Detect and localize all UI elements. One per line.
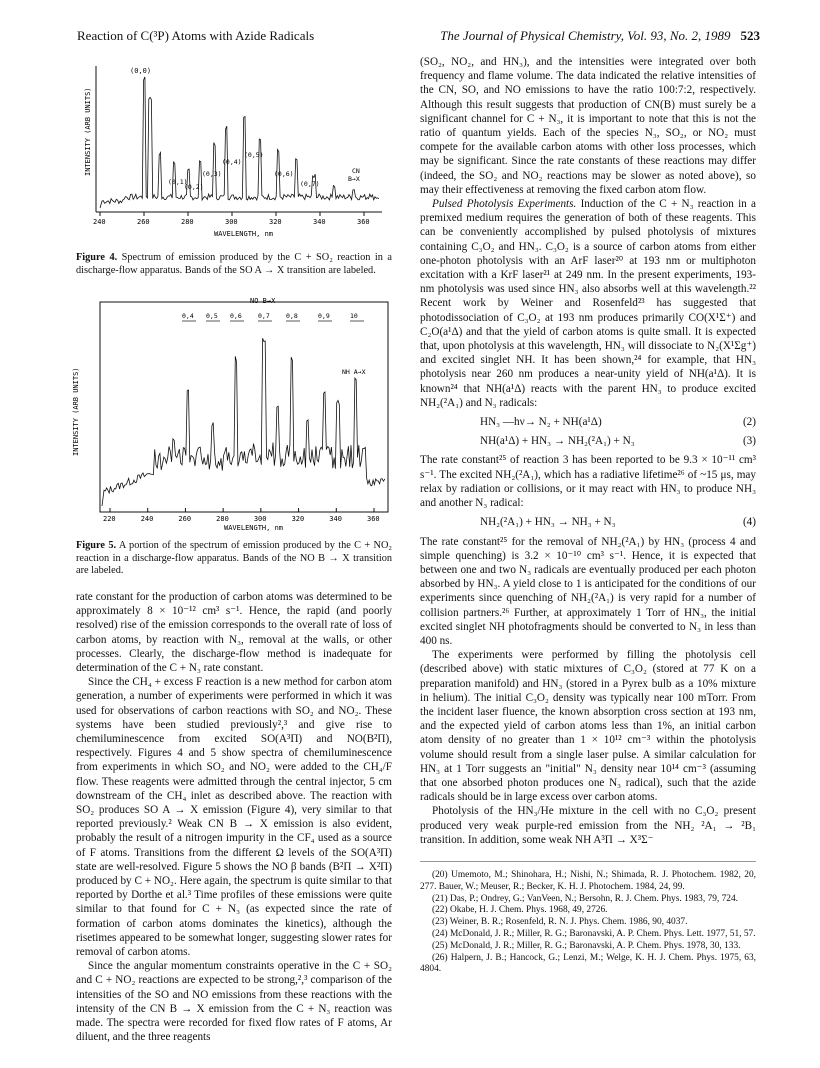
fig5-xtick-label: 340 [329,515,342,523]
right-column-text [420,55,756,976]
fig4-xticks [93,212,370,226]
paragraph: Photolysis of the HN₃/He mixture in the cell with no C₃O₂ present produced very weak purple-red emission from the NH₂ ²A₁ → ²B₁ transition. In addition, some weak NH A³Π → X³Σ⁻ [420,805,756,846]
fig5-band-label: 0,5 [206,312,218,320]
figure-4-spectrum [64,56,394,246]
journal-name: The Journal of Physical Chemistry, Vol. 93, No. 2, 1989 [440,28,731,43]
page-number: 523 [740,28,760,43]
paragraph: The experiments were performed by filling the photolysis cell (described above) with static mixtures of C₃O₂ (stored at 77 K on a preparation manifold) and HN₃ (stored in a Pyrex bulb as a 10% mixture in helium). The initial C₃O₂ density was typically near 100 mTorr. From the incident laser fluence, the known absorption cross section at 193 nm, and the expected yield of carbon atoms less than 1%, an initial carbon atom density of no greater than 1 × 10¹² cm⁻³ within the photolysis volume should result from a single laser pulse. A similar calculation for HN₃ at 1 Torr suggests an "initial" N₃ density near 10¹⁴ cm⁻³ (assuming that one absorbed photon produces one N₃ radical), such that the azide radicals should be in large excess over carbon atoms. [420,649,756,804]
caption-text: A portion of the spectrum of emission produced by the C + NO₂ reaction in a discharge-flow apparatus. Bands of the NO B → X transition are labeled. [76,540,393,577]
fig4-xlabel: WAVELENGTH, nm [214,230,274,238]
fig5-xtick-label: 260 [178,515,192,523]
fig5-xlabel: WAVELENGTH, nm [224,524,284,532]
fig5-band-markers [182,312,364,321]
fig5-xtick-label: 360 [367,515,380,523]
paragraph-body: Induction of the C + N₃ reaction in a premixed medium requires the generation of both of these reagents. This can be conveniently accomplished by pulsed photolysis of mixtures containing C₃O₂ and HN₃. C₃O₂ is a source of carbon atoms from either one-photon photolysis with an ArF laser²⁰ at 193 nm or multiphoton excitation with a KrF laser²¹ at 249 nm. In the present experiments, 193-nm photolysis was used since HN₃ also absorbs well at this wavelength.²² Recent work by Weiner and Rosenfeld²³ has suggested that photodissociation of C₃O₂ at 193 nm produces primarily CO(X¹Σ⁺) and C₂O(a¹Δ) and that the yield of carbon atoms is quite small. It is expected that, upon photolysis at this wavelength, HN₃ will dissociate to N₂(X¹Σg⁺) and excited singlet NH. It has been shown,²⁴ for example, that HN₃ photolysis near 260 nm produces a near-unity yield of NH(a¹Δ). It is known²⁴ that NH(a¹Δ) reacts with the parent HN₃ to produce excited NH₂(²A₁) and N₃ radicals: [420,198,756,409]
fig5-nh-label: NH A→X [342,368,366,376]
fig5-trace [102,338,385,506]
paragraph: (SO₂, NO₂, and HN₃), and the intensities were integrated over both frequency and flame volume. The data indicated the relative intensities of the CN, SO, and NO emissions to have the ratio 100:7:2, respectively. Although this result suggests that production of CN(B) must surely be a significant channel for C + N₃, it is important to note that this is not the ratio of quantum yields. Each of the species N₃, SO₂, or NO₂ must compete for the available carbon atoms with other loss processes, which may be significant. Since the rate constants of these reactions may differ (indeed, the SO₂ and NO₂ reactions may be slower as noted above), so may their effectiveness at removing the fixed carbon atom flow. [420,56,756,196]
fig5-band-label: 0,8 [286,312,298,320]
equation-4 [420,515,756,529]
equation: NH(a¹Δ) + HN₃ → NH₂(²A₁) + N₃ [480,435,635,448]
fig5-xticks [103,508,380,523]
reference: (23) Weiner, B. R.; Rosenfeld, R. N. J. Phys. Chem. 1986, 90, 4037. [432,917,688,928]
equation: NH₂(²A₁) + HN₃ → NH₃ + N₃ [480,516,616,529]
fig4-cn-transition: B→X [348,175,360,183]
fig5-band-label: 0,9 [318,312,330,320]
paragraph: The rate constant²⁵ for the removal of NH₂(²A₁) by HN₃ (process 4 and simple quenching) is 3.2 × 10⁻¹⁰ cm³ s⁻¹. Hence, it is expected that between one and two N₃ radicals are eventually produced per each photon absorbed by HN₃. A yield close to 1 is anticipated for the conditions of our experiments since quenching of NH₂(²A₁) is very rapid for a number of collision partners.²⁶ Further, at approximately 1 Torr of HN₃, the initial excited singlet NH photofragments should be converted to N₃ in less than 400 ns. [420,535,756,647]
reference: (20) Umemoto, M.; Shinohara, H.; Nishi, N.; Shimada, R. J. Photochem. 1982, 20, 277. Bauer, W.; Meuser, R.; Becker, K. H. J. Photochem. 1984, 24, 99. [420,869,756,892]
equation-number: (2) [742,416,756,429]
reference: (25) McDonald, J. R.; Miller, R. G.; Baronavski, A. P. Chem. Phys. 1978, 30, 133. [432,940,741,951]
section-heading: Pulsed Photolysis Experiments. [432,198,577,211]
fig4-band-label: (0,3) [202,170,222,178]
equation-number: (4) [742,516,756,529]
journal-header [440,28,760,44]
caption-text: Spectrum of emission produced by the C + SO₂ reaction in a discharge-flow apparatus. Bands of the SO A → X transition are labeled. [76,252,392,276]
figure-5-spectrum [64,296,394,536]
reference: (24) McDonald, J. R.; Miller, R. G.; Baronavski, A. P. Chem. Phys. Lett. 1977, 51, 57. [432,928,756,939]
paragraph: Since the angular momentum constraints operative in the C + SO₂ and C + NO₂ reactions are expected to be strong,²,³ comparison of the intensities of the SO and NO emissions from these reactions with the intensity of the CN B → X emission from the C + N₃ reaction was made. The spectra were recorded for fixed flow rates of F atoms, Ar diluent, and the three reagents [76,960,392,1044]
references [420,861,756,976]
left-column-text [76,590,392,1045]
figure-5-caption [76,540,392,578]
reference: (21) Das, P.; Ondrey, G.; VanVeen, N.; Bersohn, R. J. Chem. Phys. 1983, 79, 724. [432,893,738,904]
reference: (22) Okabe, H. J. Chem. Phys. 1968, 49, 2726. [432,905,608,916]
paragraph: The rate constant²⁵ of reaction 3 has been reported to be 9.3 × 10⁻¹¹ cm³ s⁻¹. The excited NH₂(²A₁), which has a radiative lifetime²⁶ of ~15 μs, may relax by radiation or collisions, or it may react with HN₃ to produce NH₃ and another N₃ radical: [420,454,756,510]
fig4-band-label: (0,0) [130,67,152,75]
fig4-xtick-label: 300 [225,218,238,226]
running-header: Reaction of C(³P) Atoms with Azide Radicals [77,28,315,43]
fig5-band-label: 0,7 [258,312,270,320]
fig4-band-label: (0,7) [300,180,320,188]
fig4-band-label: (0,5) [244,151,264,159]
fig4-band-label: (0,1) [168,178,188,186]
fig5-ylabel: INTENSITY (ARB UNITS) [72,367,80,456]
fig5-band-label: 0,6 [230,312,242,320]
fig4-ylabel: INTENSITY (ARB UNITS) [84,87,92,176]
paragraph: Since the CH₄ + excess F reaction is a new method for carbon atom generation, a number of experiments were performed in which it was used for observations of carbon reactions with SO₂ and NO₂. These systems have been studied previously²,³ and give rise to chemiluminescence from excited SO(A³Π) and NO(B²Π), respectively. Figures 4 and 5 show spectra of chemiluminescence from experiments in which SO₂ and NO₂ were added to the CH₄/F flow. These reagents were admitted through the central injector, 5 cm downstream of the CH₄ inlet as described above. The reaction with SO₂ produces SO A → X emission (Figure 4), very similar to that reported previously.² Weak CN B → X emission is also evident, probably the result of a nitrogen impurity in the CF₄ used as a source of F atoms. Transitions from the different Ω levels of the SO(A³Π) state are well-resolved. Figure 5 shows the NO β bands (B²Π → X²Π) produced by C + NO₂. Here again, the spectrum is quite similar to that reported by Dorthe et al.³ Time profiles of these emissions were quite similar to that found for C + N₃ (as expected since the rate of formation of carbon atoms dominates the kinetics), although the risetimes appeared to be somewhat longer, suggesting slower rates for removal of carbon atoms. [76,676,392,959]
reference: (26) Halpern, J. B.; Hancock, G.; Lenzi, M.; Welge, K. H. J. Chem. Phys. 1975, 63, 4804. [420,952,756,975]
equation: HN₃ —hν→ N₂ + NH(a¹Δ) [480,416,602,429]
fig5-xtick-label: 220 [103,515,116,523]
equation-3 [420,434,756,448]
fig4-band-label: (0,4) [222,158,242,166]
fig5-xtick-label: 240 [140,515,154,523]
fig4-xtick-label: 280 [181,218,194,226]
equation-2 [420,415,756,429]
fig4-xtick-label: 260 [137,218,150,226]
figure-4-caption [76,252,392,277]
fig5-title: NO B→X [250,297,276,305]
fig4-trace [100,77,379,208]
equation-number: (3) [742,435,756,448]
fig4-xtick-label: 240 [93,218,106,226]
fig5-frame [100,302,388,512]
fig5-band-label: 10 [350,312,358,320]
fig5-xtick-label: 300 [253,515,267,523]
fig5-xtick-label: 280 [216,515,229,523]
fig5-band-label: 0,4 [182,312,194,320]
fig4-cn-label: CN [352,167,360,175]
fig4-xtick-label: 360 [357,218,370,226]
fig4-xtick-label: 340 [313,218,326,226]
caption-label: Figure 5. [76,540,117,551]
fig5-xtick-label: 320 [291,515,305,523]
caption-label: Figure 4. [76,252,118,263]
paragraph: rate constant for the production of carbon atoms was determined to be approximately 8 × 10⁻¹² cm³ s⁻¹. Hence, the rapid (and poorly resolved) rise of the emission corresponds to the overall rate of loss of carbon atoms, by reaction with N₃, removal at the walls, or other processes. Clearly, the discharge-flow method is inadequate for determination of the C + N₃ rate constant. [76,591,392,675]
fig4-band-label: (0,2) [184,183,204,191]
paragraph [420,197,756,410]
fig4-band-label: (0,6) [274,170,294,178]
fig4-xtick-label: 320 [269,218,282,226]
